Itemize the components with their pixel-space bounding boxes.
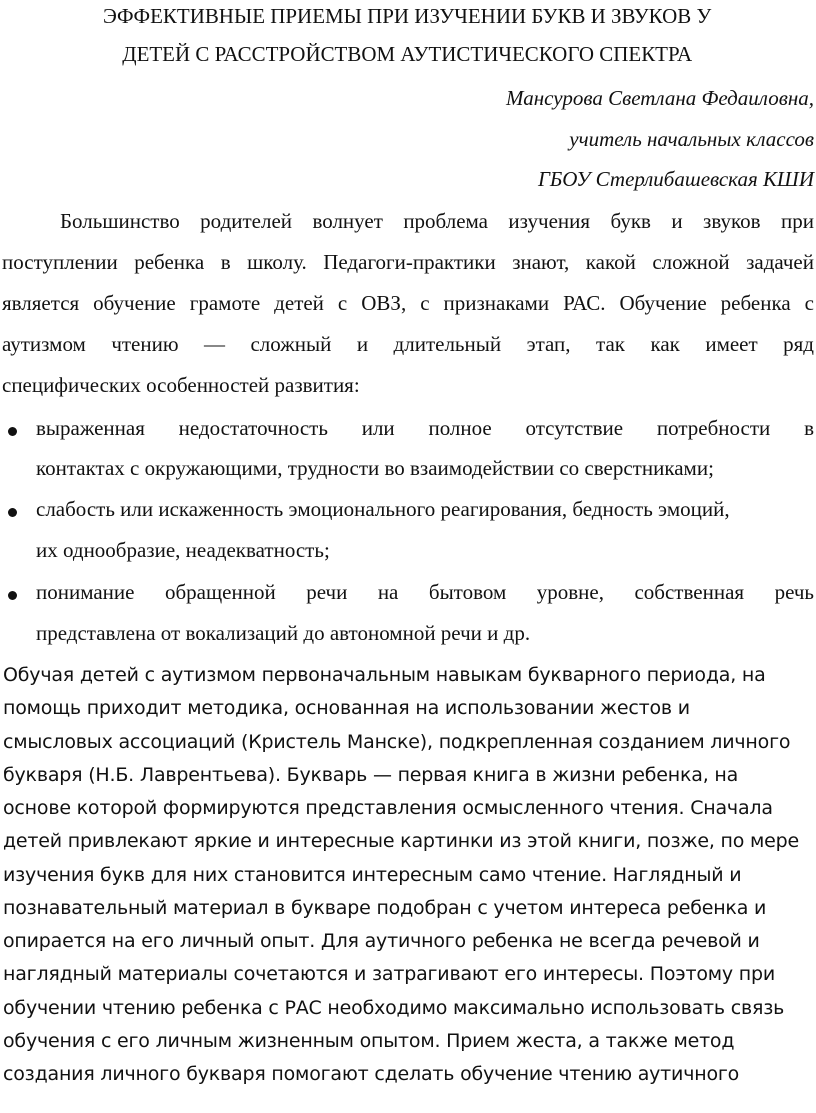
- bullet-item-line: их однообразие, неадекватность;: [36, 538, 330, 562]
- body-line: основе которой формируются представления осмысленного чтения. Сначала: [3, 797, 773, 819]
- intro-line: Большинство родителей волнует проблема изучения букв и звуков при: [60, 209, 814, 233]
- bullet-item-line: контактах с окружающими, трудности во взаимодействии со сверстниками;: [36, 456, 714, 480]
- author-position: учитель начальных классов: [569, 127, 814, 151]
- body-line: обучении чтению ребенка с РАС необходимо максимально использовать связь: [3, 997, 785, 1019]
- body-line: наглядный материалы сочетаются и затрагивают его интересы. Поэтому при: [3, 963, 776, 985]
- intro-line: является обучение грамоте детей с ОВЗ, с признаками РАС. Обучение ребенка с: [2, 291, 814, 315]
- intro-line: специфических особенностей развития:: [2, 373, 360, 397]
- bullet-item-line: понимание обращенной речи на бытовом уровне, собственная речь: [36, 580, 814, 604]
- body-line: букваря (Н.Б. Лаврентьева). Букварь — первая книга в жизни ребенка, на: [3, 764, 739, 786]
- body-line: познавательный материал в букваре подобран с учетом интереса ребенка и: [3, 897, 767, 919]
- bullet-icon: [6, 425, 20, 439]
- title-line-2: ДЕТЕЙ С РАССТРОЙСТВОМ АУТИСТИЧЕСКОГО СПЕКТРА: [122, 42, 693, 66]
- body-line: помощь приходит методика, основанная на использовании жестов и: [3, 697, 690, 719]
- title-line-1: ЭФФЕКТИВНЫЕ ПРИЕМЫ ПРИ ИЗУЧЕНИИ БУКВ И ЗВУКОВ У: [103, 4, 712, 28]
- intro-line: аутизмом чтению — сложный и длительный этап, так как имеет ряд: [2, 332, 814, 356]
- author-school: ГБОУ Стерлибашевская КШИ: [537, 167, 814, 191]
- bullet-item-line: выраженная недостаточность или полное отсутствие потребности в: [36, 416, 814, 440]
- bullet-icon: [6, 589, 20, 603]
- bullet-item-line: представлена от вокализаций до автономной речи и др.: [36, 621, 531, 645]
- body-line: опирается на его личный опыт. Для аутичного ребенка не всегда речевой и: [3, 930, 760, 952]
- body-line: смысловых ассоциаций (Кристель Манске), подкрепленная созданием личного: [3, 731, 791, 753]
- body-line: изучения букв для них становится интересным само чтение. Наглядный и: [3, 864, 742, 886]
- body-line: Обучая детей с аутизмом первоначальным навыкам букварного периода, на: [3, 664, 766, 686]
- author-name: Мансурова Светлана Федаиловна,: [506, 86, 814, 110]
- body-line: обучения с его личным жизненным опытом. Прием жеста, а также метод: [3, 1030, 735, 1052]
- intro-line: поступлении ребенка в школу. Педагоги-практики знают, какой сложной задачей: [2, 250, 814, 274]
- bullet-item-line: слабость или искаженность эмоционального реагирования, бедность эмоций,: [36, 497, 730, 521]
- bullet-icon: [6, 506, 20, 520]
- body-line: создания личного букваря помогают сделать обучение чтению аутичного: [3, 1063, 740, 1085]
- body-line: детей привлекают яркие и интересные картинки из этой книги, позже, по мере: [3, 830, 799, 852]
